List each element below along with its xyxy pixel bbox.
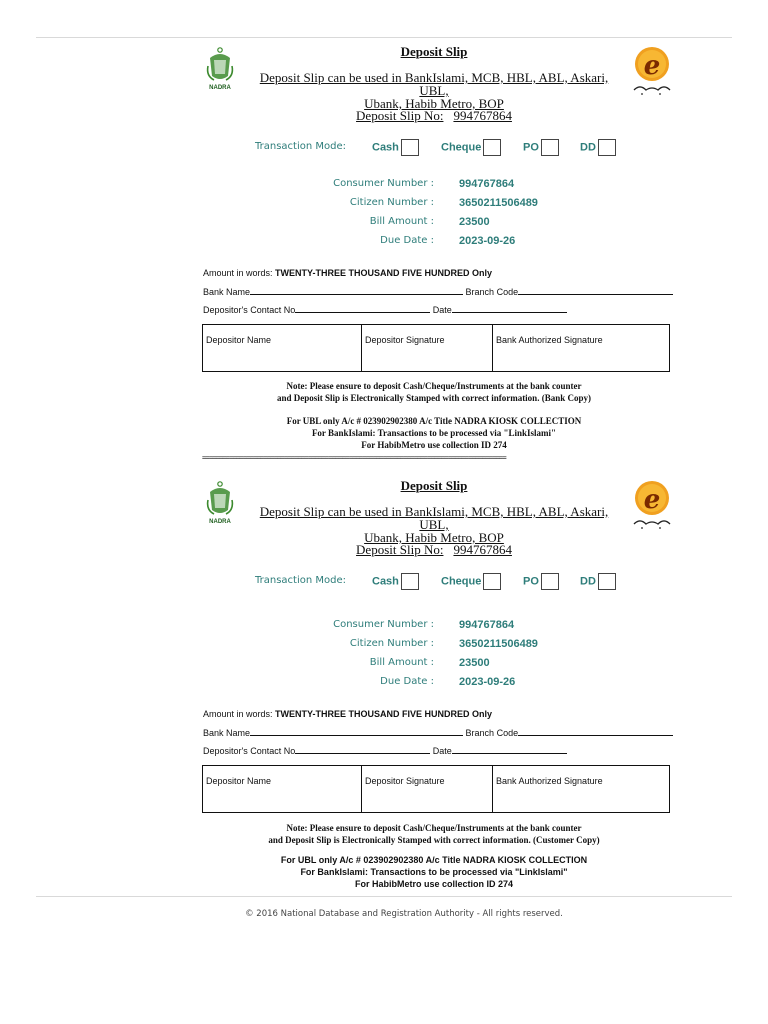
contact-field[interactable] [295, 745, 430, 754]
branch-code-field[interactable] [518, 727, 673, 736]
po-checkbox[interactable] [541, 573, 559, 590]
svg-text:NADRA: NADRA [209, 85, 231, 91]
consumer-number-value: 994767864 [459, 178, 515, 190]
svg-text:e: e [643, 485, 661, 515]
signature-table [202, 765, 670, 813]
cheque-checkbox[interactable] [483, 139, 501, 156]
slip-number: Deposit Slip No: 994767864 [356, 108, 512, 123]
svg-text:e: e [643, 51, 661, 81]
contact-field[interactable] [295, 304, 430, 313]
bill-amount-label: Bill Amount : [369, 657, 434, 668]
amount-in-words: Amount in words: TWENTY-THREE THOUSAND FIVE HUNDRED Only [203, 268, 493, 278]
slip-subtitle: Deposit Slip can be used in BankIslami, MCB, HBL, ABL, Askari, UBL, Ubank, Habib Metro, BOP [259, 70, 609, 111]
slip-number: Deposit Slip No: 994767864 [356, 542, 512, 557]
consumer-number-label: Consumer Number : [333, 178, 434, 189]
bank-name-line: Bank Name Branch Code [203, 286, 673, 297]
po-checkbox[interactable] [541, 139, 559, 156]
depositor-signature-cell[interactable]: Depositor Signature [362, 766, 493, 812]
bill-amount-value: 23500 [459, 657, 490, 669]
citizen-number-value: 3650211506489 [459, 197, 538, 209]
bill-amount-label: Bill Amount : [369, 216, 434, 227]
depositor-name-cell[interactable]: Depositor Name [203, 766, 362, 812]
due-date-label: Due Date : [380, 676, 434, 687]
option-dd[interactable]: DD [580, 573, 616, 590]
option-cheque[interactable]: Cheque [441, 573, 501, 590]
option-po[interactable]: PO [523, 139, 559, 156]
bank-signature-cell[interactable]: Bank Authorized Signature [496, 335, 603, 345]
bank-instructions: For UBL only A/c # 023902902380 A/c Title NADRA KIOSK COLLECTION For BankIslami: Transactions to be processed via "LinkIslami" For HabibMetro use collection ID 274 [286, 416, 582, 450]
depositor-name-cell[interactable]: Depositor Name [203, 325, 362, 371]
copyright-footer: © 2016 National Database and Registration Authority - All rights reserved. [245, 909, 563, 919]
branch-code-field[interactable] [518, 286, 673, 295]
signature-table [202, 324, 670, 372]
bill-amount-value: 23500 [459, 216, 490, 228]
slip-title: Deposit Slip [400, 478, 468, 493]
transaction-mode-label: Transaction Mode: [255, 141, 347, 152]
deposit-note: Note: Please ensure to deposit Cash/Cheque/Instruments at the bank counter and Deposit Slip is Electronically Stamped with correct information. (Bank Copy) [277, 381, 591, 403]
option-dd[interactable]: DD [580, 139, 616, 156]
date-field[interactable] [452, 745, 567, 754]
slip-subtitle: Deposit Slip can be used in BankIslami, MCB, HBL, ABL, Askari, UBL, Ubank, Habib Metro, BOP [259, 504, 609, 545]
cheque-checkbox[interactable] [483, 573, 501, 590]
deposit-note: Note: Please ensure to deposit Cash/Cheque/Instruments at the bank counter and Deposit Slip is Electronically Stamped with correct information. (Customer Copy) [268, 823, 600, 845]
date-field[interactable] [452, 304, 567, 313]
citizen-number-value: 3650211506489 [459, 638, 538, 650]
dd-checkbox[interactable] [598, 573, 616, 590]
cash-checkbox[interactable] [401, 573, 419, 590]
citizen-number-label: Citizen Number : [349, 197, 434, 208]
option-cash[interactable]: Cash [372, 573, 419, 590]
citizen-number-label: Citizen Number : [349, 638, 434, 649]
cut-separator: ========================================================================================= [202, 454, 506, 462]
deposit-slip-bank-copy [0, 40, 768, 480]
deposit-slip-customer-copy [0, 474, 768, 914]
bank-signature-cell[interactable]: Bank Authorized Signature [496, 776, 603, 786]
bank-name-field[interactable] [250, 727, 463, 736]
option-po[interactable]: PO [523, 573, 559, 590]
due-date-value: 2023-09-26 [459, 676, 516, 688]
contact-line: Depositor's Contact No Date [203, 304, 567, 315]
bank-name-field[interactable] [250, 286, 463, 295]
transaction-mode-label: Transaction Mode: [255, 575, 347, 586]
option-cheque[interactable]: Cheque [441, 139, 501, 156]
svg-text:NADRA: NADRA [209, 519, 231, 525]
due-date-value: 2023-09-26 [459, 235, 516, 247]
contact-line: Depositor's Contact No Date [203, 745, 567, 756]
bank-instructions: For UBL only A/c # 023902902380 A/c Title NADRA KIOSK COLLECTION For BankIslami: Transactions to be processed via "LinkIslami" For HabibMetro use collection ID 274 [280, 855, 588, 889]
dd-checkbox[interactable] [598, 139, 616, 156]
consumer-number-value: 994767864 [459, 619, 515, 631]
amount-in-words: Amount in words: TWENTY-THREE THOUSAND FIVE HUNDRED Only [203, 709, 493, 719]
depositor-signature-cell[interactable]: Depositor Signature [362, 325, 493, 371]
option-cash[interactable]: Cash [372, 139, 419, 156]
bank-name-line: Bank Name Branch Code [203, 727, 673, 738]
slip-title: Deposit Slip [400, 44, 468, 59]
consumer-number-label: Consumer Number : [333, 619, 434, 630]
due-date-label: Due Date : [380, 235, 434, 246]
cash-checkbox[interactable] [401, 139, 419, 156]
